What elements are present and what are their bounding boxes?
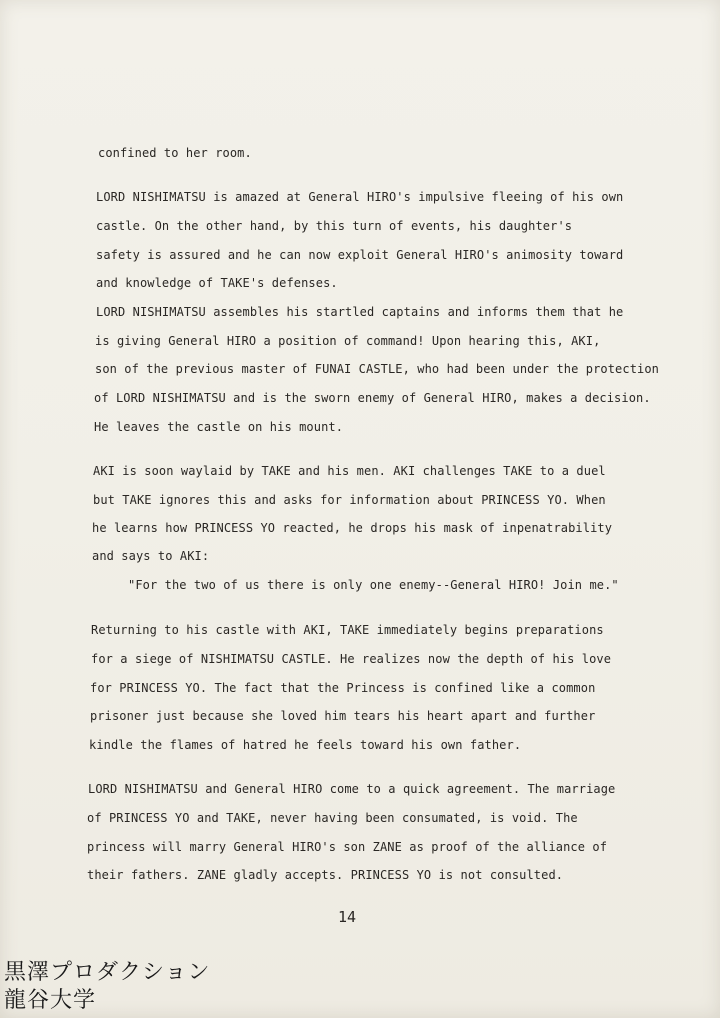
text-line: prisoner just because she loved him tears his heart apart and further <box>90 709 596 723</box>
text-line: LORD NISHIMATSU is amazed at General HIRO's impulsive fleeing of his own <box>96 190 624 204</box>
text-line: he learns how PRINCESS YO reacted, he drops his mask of inpenatrability <box>92 521 613 535</box>
text-line: and says to AKI: <box>92 549 210 563</box>
text-line: son of the previous master of FUNAI CASTLE, who had been under the protection <box>95 362 659 376</box>
watermark-line-2: 龍谷大学 <box>4 988 97 1013</box>
text-line: AKI is soon waylaid by TAKE and his men. AKI challenges TAKE to a duel <box>93 464 606 478</box>
text-line: for PRINCESS YO. The fact that the Princess is confined like a common <box>90 681 596 695</box>
text-line: LORD NISHIMATSU and General HIRO come to a quick agreement. The marriage <box>88 782 616 796</box>
text-line: castle. On the other hand, by this turn of events, his daughter's <box>96 219 573 233</box>
text-line: is giving General HIRO a position of command! Upon hearing this, AKI, <box>95 334 601 348</box>
text-line: of PRINCESS YO and TAKE, never having been consumated, is void. The <box>87 811 578 825</box>
quoted-dialogue: "For the two of us there is only one enemy--General HIRO! Join me." <box>128 578 619 592</box>
text-line: kindle the flames of hatred he feels toward his own father. <box>89 738 522 752</box>
text-line: but TAKE ignores this and asks for information about PRINCESS YO. When <box>93 493 606 507</box>
text-line: He leaves the castle on his mount. <box>94 420 344 434</box>
text-line: for a siege of NISHIMATSU CASTLE. He realizes now the depth of his love <box>91 652 612 666</box>
text-line: their fathers. ZANE gladly accepts. PRINCESS YO is not consulted. <box>87 868 564 882</box>
text-line: LORD NISHIMATSU assembles his startled captains and informs them that he <box>96 305 624 319</box>
text-line: confined to her room. <box>98 146 252 160</box>
watermark-line-1: 黒澤プロダクション <box>4 960 211 985</box>
page-number: 14 <box>338 908 357 926</box>
text-line: princess will marry General HIRO's son ZANE as proof of the alliance of <box>87 840 608 854</box>
text-line: of LORD NISHIMATSU and is the sworn enemy of General HIRO, makes a decision. <box>94 391 651 405</box>
text-line: Returning to his castle with AKI, TAKE immediately begins preparations <box>91 623 604 637</box>
text-line: and knowledge of TAKE's defenses. <box>96 276 338 290</box>
text-line: safety is assured and he can now exploit General HIRO's animosity toward <box>96 248 624 262</box>
